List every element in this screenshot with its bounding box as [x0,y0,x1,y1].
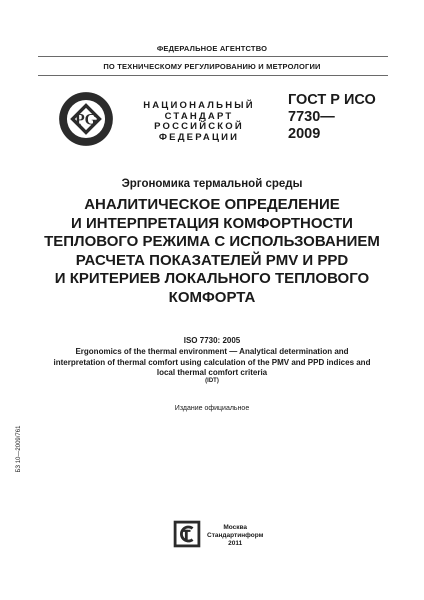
rst-emblem-icon [58,91,114,147]
svg-text:PG: PG [75,111,97,129]
gost-number [288,92,376,143]
title-line: И КРИТЕРИЕВ ЛОКАЛЬНОГО ТЕПЛОВОГО [54,270,370,287]
title-line: КОМФОРТА [168,288,256,306]
national-standard-label [124,101,274,143]
national-line: СТАНДАРТ [164,110,234,122]
document-subject: Эргономика термальной среды [121,178,303,190]
publisher-city: Москва [223,524,248,531]
title-line: И ИНТЕРПРЕТАЦИЯ КОМФОРТНОСТИ [71,214,353,232]
english-title-line: Ergonomics of the thermal environment — Analytical determination and [75,347,349,356]
english-title-line: interpretation of thermal comfort using calculation of the PMV and PPD indices and [53,357,371,367]
document-title [30,196,394,307]
agency-subtitle: ПО ТЕХНИЧЕСКОМУ РЕГУЛИРОВАНИЮ И МЕТРОЛОГИИ [103,62,321,71]
side-registration-code: БЗ 10—2009/761 [16,425,22,473]
national-line: ФЕДЕРАЦИИ [158,131,240,143]
gost-line: 7730— [288,109,335,125]
national-line: НАЦИОНАЛЬНЫЙ [143,100,255,111]
publisher-info [207,524,263,548]
gost-line: 2009 [288,126,321,142]
agency-name: ФЕДЕРАЛЬНОЕ АГЕНТСТВО [156,44,268,53]
publisher-year: 2011 [228,540,243,547]
national-line: РОССИЙСКОЙ [154,121,244,132]
gost-line: ГОСТ Р ИСО [288,92,376,108]
header-divider-top [38,56,388,57]
edition-label: Издание официальное [174,405,250,412]
standartinform-logo-icon [173,520,201,548]
english-title-line: local thermal comfort criteria [156,368,268,377]
title-line: РАСЧЕТА ПОКАЗАТЕЛЕЙ PMV И PPD [75,251,349,269]
title-line: АНАЛИТИЧЕСКОЕ ОПРЕДЕЛЕНИЕ [84,196,340,213]
title-line: ТЕПЛОВОГО РЕЖИМА С ИСПОЛЬЗОВАНИЕМ [44,233,380,250]
iso-code: ISO 7730: 2005 [183,336,241,345]
publisher-name: Стандартинформ [207,532,264,539]
english-title [44,347,380,379]
idt-marker: (IDT) [205,378,219,384]
header-divider-bottom [38,75,388,76]
